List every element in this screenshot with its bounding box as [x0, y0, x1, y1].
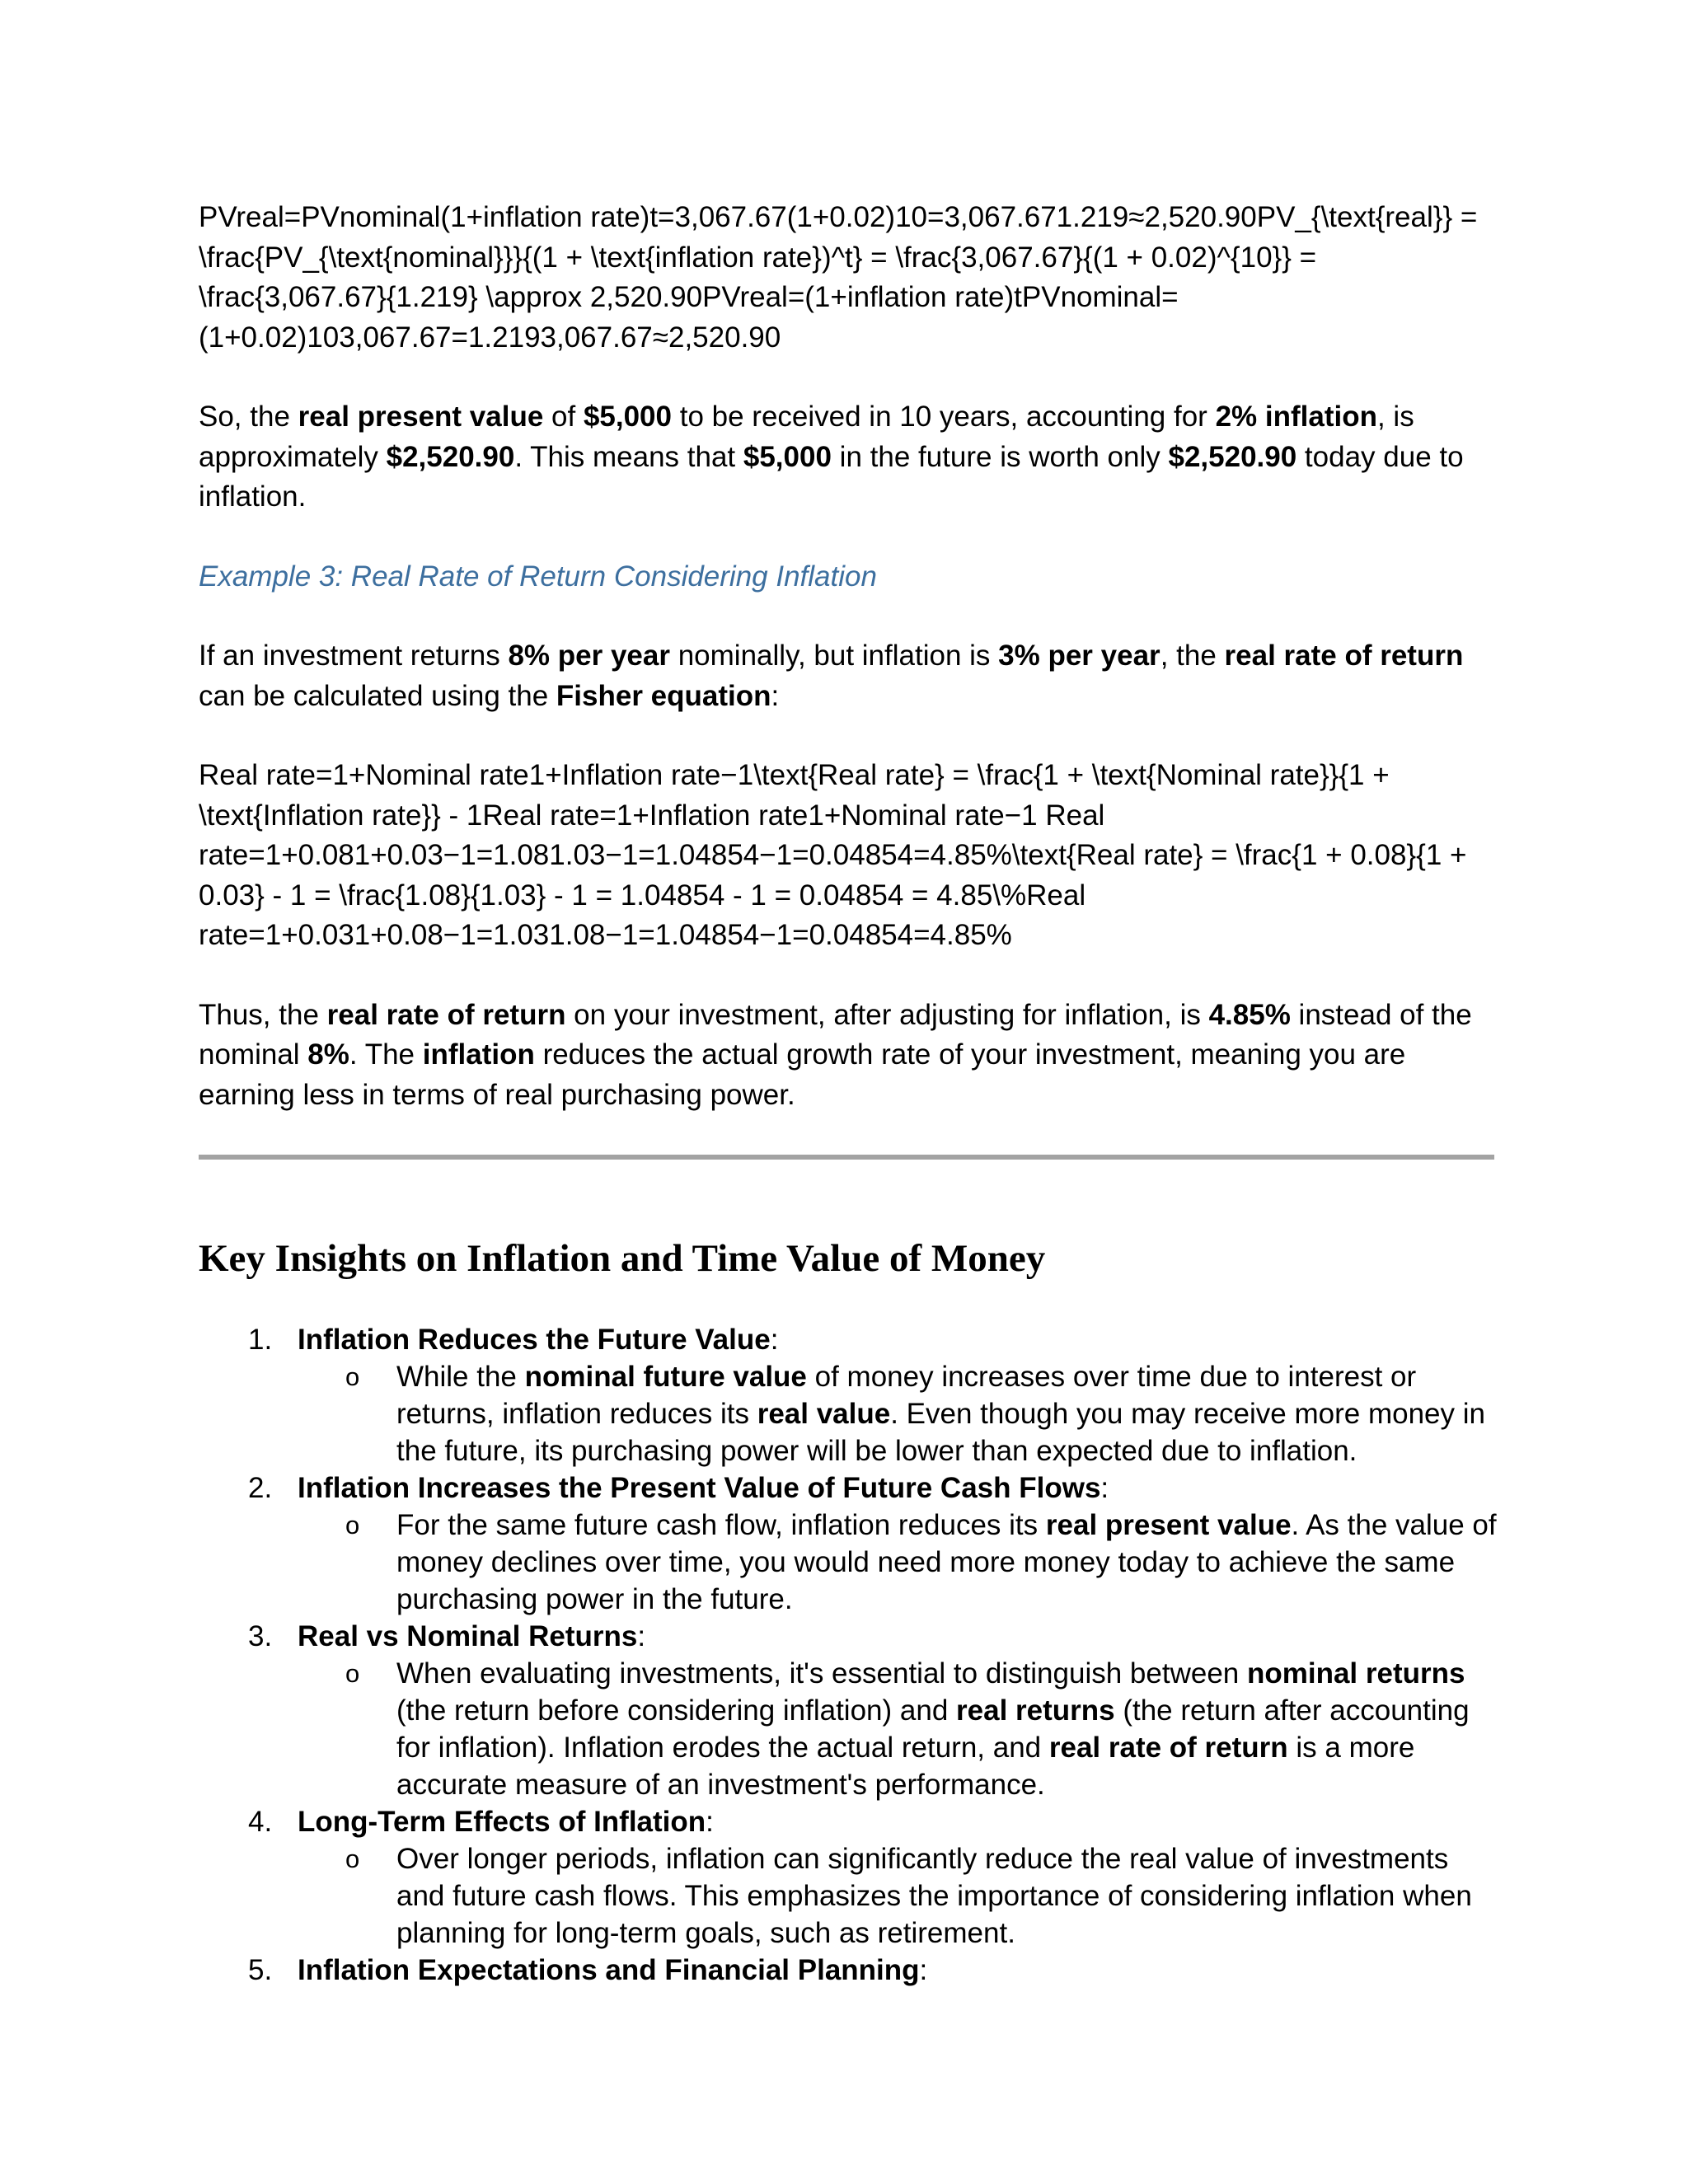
list-item: 4. Long-Term Effects of Inflation: o Over longer periods, inflation can significantly reduce the real value of investments and future cash flows. This emphasizes the importance of considering inflation when planning for long-term goals, such as retirement.: [199, 1803, 1501, 1952]
real-rate-formula: Real rate=1+Nominal rate1+Inflation rate−1\text{Real rate} = \frac{1 + \text{Nominal rate}}{1 + \text{Inflation rate}} - 1Real rate=1+Inflation rate1+Nominal rate−1 Real rate=1+0.081+0.03−1=1.081.03−1=1.04854−1=0.04854=4.85%\text{Real rate} = \frac{1 + 0.08}{1 + 0.03} - 1 = \frac{1.08}{1.03} - 1 = 1.04854 - 1 = 0.04854 = 4.85\%Real rate=1+0.031+0.08−1=1.031.08−1=1.04854−1=0.04854=4.85%: [199, 759, 1467, 951]
circle-bullet-icon: o: [345, 1659, 360, 1688]
horizontal-divider: [199, 1155, 1494, 1160]
circle-bullet-icon: o: [345, 1844, 360, 1873]
example-3-heading: Example 3: Real Rate of Return Considering Inflation: [199, 560, 877, 593]
list-item-title: Inflation Reduces the Future Value: [298, 1324, 771, 1356]
list-number: 1.: [248, 1324, 273, 1356]
sub-list: [298, 1507, 1501, 1618]
list-number: 5.: [248, 1954, 273, 1986]
real-rate-conclusion-paragraph: Thus, the real rate of return on your investment, after adjusting for inflation, is 4.85% instead of the nominal 8%. The inflation reduces the actual growth rate of your investment, meaning you are earning less in terms of real purchasing power.: [199, 998, 1472, 1111]
list-item: 5. Inflation Expectations and Financial Planning:: [199, 1952, 1501, 1989]
section-title: Key Insights on Inflation and Time Value of Money: [199, 1237, 1046, 1280]
insights-list: [199, 1321, 1501, 1989]
document-page: [199, 198, 1501, 1989]
circle-bullet-icon: o: [345, 1362, 360, 1391]
sub-list-item: o Over longer periods, inflation can significantly reduce the real value of investments and future cash flows. This emphasizes the importance of considering inflation when planning for long-term goals, such as retirement.: [298, 1840, 1501, 1952]
sub-list: [298, 1358, 1501, 1469]
list-item-title: Inflation Increases the Present Value of Future Cash Flows: [298, 1472, 1101, 1504]
list-item: 2. Inflation Increases the Present Value of Future Cash Flows: o For the same future cash flow, inflation reduces its real present value. As the value of money declines over time, you would need more money today to achieve the same purchasing power in the future.: [199, 1469, 1501, 1618]
sub-list-item: o For the same future cash flow, inflation reduces its real present value. As the value of money declines over time, you would need more money today to achieve the same purchasing power in the future.: [298, 1507, 1501, 1618]
list-number: 3.: [248, 1620, 273, 1652]
sub-list-item: o While the nominal future value of money increases over time due to interest or returns, inflation reduces its real value. Even though you may receive more money in the future, its purchasing power will be lower than expected due to inflation.: [298, 1358, 1501, 1469]
sub-list: [298, 1840, 1501, 1952]
pv-real-formula: PVreal=PVnominal(1+inflation rate)t=3,067.67(1+0.02)10=3,067.671.219≈2,520.90PV_{\text{real}} = \frac{PV_{\text{nominal}}}{(1 + \text{inflation rate})^t} = \frac{3,067.67}{(1 + 0.02)^{10}} = \frac{3,067.67}{1.219} \approx 2,520.90PVreal=(1+inflation rate)tPVnominal=(1+0.02)103,067.67=1.2193,067.67≈2,520.90: [199, 201, 1478, 354]
real-present-value-paragraph: So, the real present value of $5,000 to be received in 10 years, accounting for 2% inflation, is approximately $2,520.90. This means that $5,000 in the future is worth only $2,520.90 today due to inflation.: [199, 401, 1464, 513]
sub-list: [298, 1655, 1501, 1803]
fisher-intro-paragraph: If an investment returns 8% per year nominally, but inflation is 3% per year, the real rate of return can be calculated using the Fisher equation:: [199, 640, 1464, 712]
list-item: 3. Real vs Nominal Returns: o When evaluating investments, it's essential to distinguish between nominal returns (the return before considering inflation) and real returns (the return after accounting for inflation). Inflation erodes the actual return, and real rate of return is a more accurate measure of an investment's performance.: [199, 1618, 1501, 1803]
list-number: 2.: [248, 1472, 273, 1504]
list-item-title: Long-Term Effects of Inflation: [298, 1806, 706, 1838]
sub-list-item: o When evaluating investments, it's essential to distinguish between nominal returns (the return before considering inflation) and real returns (the return after accounting for inflation). Inflation erodes the actual return, and real rate of return is a more accurate measure of an investment's performance.: [298, 1655, 1501, 1803]
list-item: 1. Inflation Reduces the Future Value: o While the nominal future value of money increases over time due to interest or returns, inflation reduces its real value. Even though you may receive more money in the future, its purchasing power will be lower than expected due to inflation.: [199, 1321, 1501, 1469]
list-number: 4.: [248, 1806, 273, 1838]
list-item-title: Inflation Expectations and Financial Planning: [298, 1954, 920, 1986]
circle-bullet-icon: o: [345, 1511, 360, 1540]
list-item-title: Real vs Nominal Returns: [298, 1620, 638, 1652]
